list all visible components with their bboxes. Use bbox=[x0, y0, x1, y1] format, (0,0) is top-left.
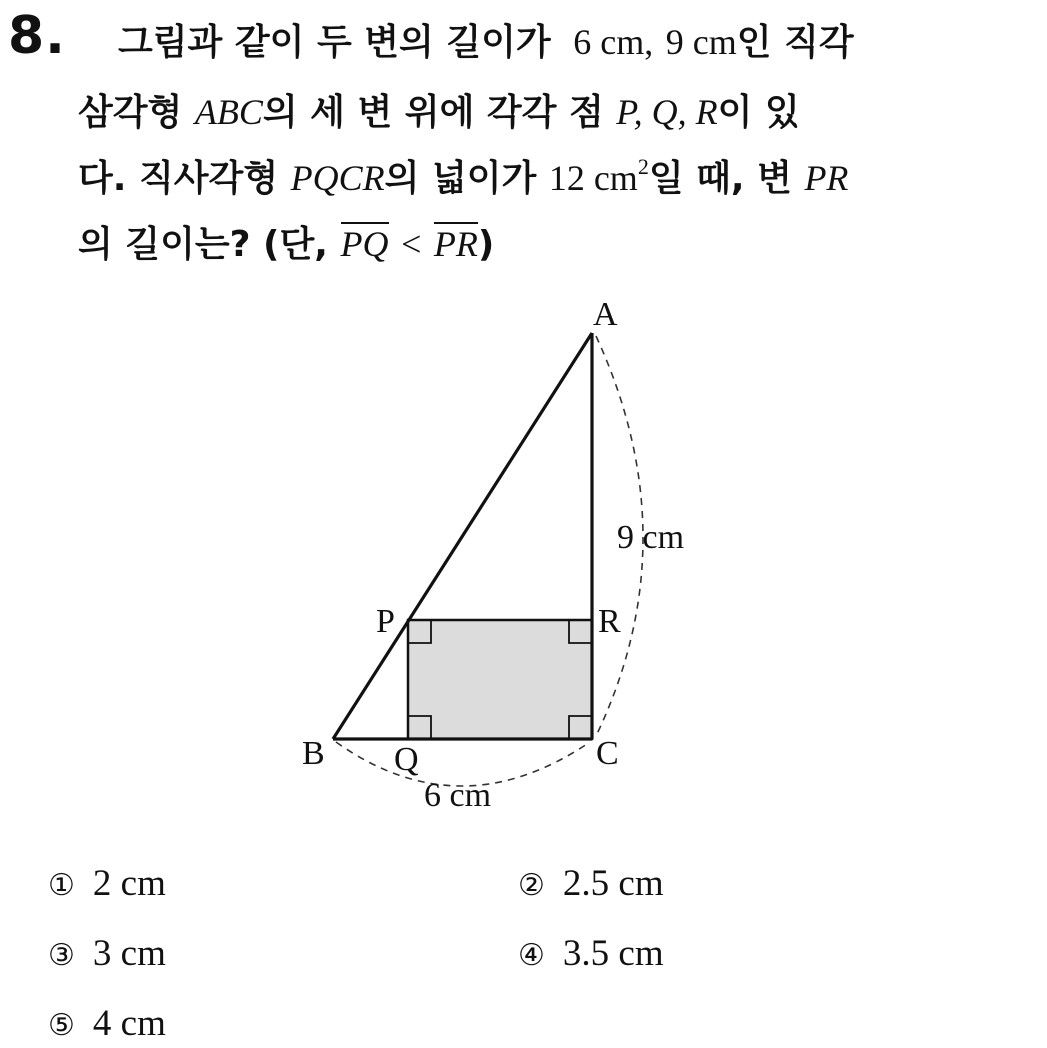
text: 의 세 변 위에 각각 점 bbox=[262, 92, 604, 133]
text: 다. 직사각형 bbox=[78, 158, 279, 199]
choice-value: 3 cm bbox=[92, 933, 166, 974]
segment-pr: PR bbox=[433, 224, 478, 264]
choice-5[interactable] bbox=[48, 1002, 166, 1045]
label-c: C bbox=[596, 735, 619, 772]
text: 삼각형 bbox=[78, 92, 183, 133]
area-value: 12 cm bbox=[548, 158, 638, 198]
label-q: Q bbox=[394, 741, 419, 778]
choice-1[interactable] bbox=[48, 862, 166, 905]
label-side-bc: 6 cm bbox=[424, 777, 492, 814]
rectangle-name: PQCR bbox=[290, 158, 385, 198]
length-6cm: 6 cm bbox=[573, 22, 645, 62]
comma: , bbox=[644, 22, 654, 62]
label-b: B bbox=[302, 735, 325, 772]
less-than: < bbox=[401, 224, 422, 264]
choice-value: 3.5 cm bbox=[562, 933, 664, 974]
label-r: R bbox=[598, 603, 621, 640]
side-pr: PR bbox=[804, 158, 849, 198]
points-pqr: P, Q, R bbox=[616, 92, 718, 132]
choice-number: ⑤ bbox=[48, 1008, 75, 1043]
choice-2[interactable] bbox=[518, 862, 664, 905]
question-number: 8. bbox=[8, 6, 66, 66]
rectangle-pqcr bbox=[408, 620, 592, 739]
length-9cm: 9 cm bbox=[665, 22, 737, 62]
choice-number: ④ bbox=[518, 938, 545, 973]
text: 그림과 같이 두 변의 길이가 bbox=[118, 22, 551, 63]
choice-value: 4 cm bbox=[92, 1003, 166, 1044]
triangle-name: ABC bbox=[194, 92, 263, 132]
text: 인 직각 bbox=[736, 22, 854, 63]
choice-value: 2.5 cm bbox=[562, 863, 664, 904]
label-a: A bbox=[593, 296, 618, 333]
text: ) bbox=[477, 224, 495, 265]
segment-pq: PQ bbox=[340, 224, 389, 264]
choice-number: ③ bbox=[48, 938, 75, 973]
text: 이 있 bbox=[717, 92, 800, 133]
choice-3[interactable] bbox=[48, 932, 166, 975]
choice-4[interactable] bbox=[518, 932, 664, 975]
label-p: P bbox=[376, 603, 395, 640]
text: 의 길이는? (단, bbox=[78, 224, 328, 265]
choice-number: ② bbox=[518, 868, 545, 903]
choice-number: ① bbox=[48, 868, 75, 903]
label-side-ac: 9 cm bbox=[617, 519, 685, 556]
area-exponent: 2 bbox=[637, 154, 649, 179]
text: 일 때, 변 bbox=[648, 158, 792, 199]
choice-value: 2 cm bbox=[92, 863, 166, 904]
text: 의 넓이가 bbox=[384, 158, 537, 199]
